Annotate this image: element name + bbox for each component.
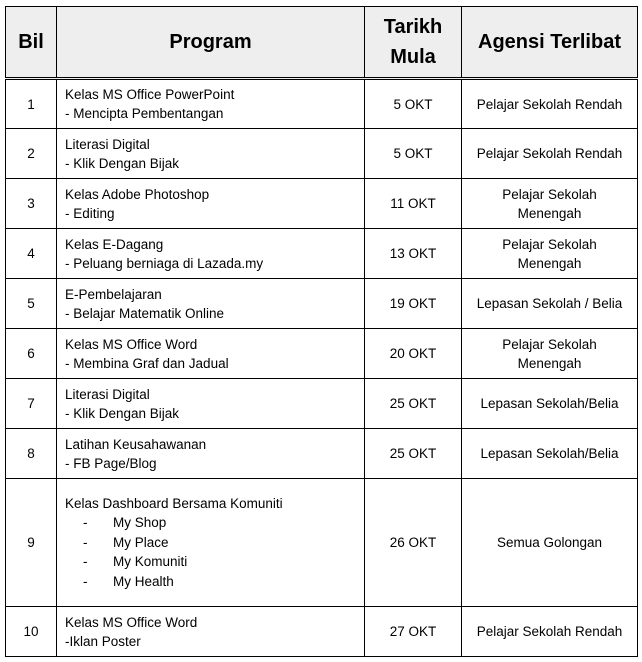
program-subtitle: - Mencipta Pembentangan [65, 106, 224, 121]
program-cell [57, 279, 365, 329]
table-row [6, 329, 638, 379]
program-title: Kelas MS Office Word [65, 614, 198, 630]
program-title: Kelas MS Office Word [65, 336, 198, 352]
start-date: 13 OKT [365, 229, 462, 279]
row-number: 2 [6, 129, 57, 179]
start-date: 5 OKT [365, 129, 462, 179]
header-tarikh-line1: Tarikh [383, 16, 443, 38]
header-tarikh-line2: Mula [390, 46, 436, 68]
row-number: 4 [6, 229, 57, 279]
table-row [6, 179, 638, 229]
row-number: 10 [6, 607, 57, 657]
row-number: 5 [6, 279, 57, 329]
program-title: Kelas MS Office PowerPoint [65, 87, 235, 102]
start-date: 25 OKT [365, 429, 462, 479]
start-date: 5 OKT [365, 79, 462, 129]
agency-line1: Pelajar Sekolah [502, 336, 597, 352]
start-date: 27 OKT [365, 607, 462, 657]
bullet-dash: - [83, 534, 88, 550]
row-number: 6 [6, 329, 57, 379]
agency-cell [462, 329, 638, 379]
list-item: - My Health [65, 572, 356, 592]
start-date: 26 OKT [365, 479, 462, 607]
agency-line1: Pelajar Sekolah Rendah [476, 624, 623, 639]
program-subtitle: - Klik Dengan Bijak [65, 405, 180, 421]
agency-line1: Pelajar Sekolah Rendah [476, 96, 623, 112]
program-schedule-table [5, 6, 638, 657]
agency-line1: Pelajar Sekolah [502, 186, 597, 202]
start-date: 25 OKT [365, 379, 462, 429]
start-date: 20 OKT [365, 329, 462, 379]
table-row [6, 129, 638, 179]
agency-cell [462, 229, 638, 279]
agency-line1: Lepasan Sekolah/Belia [480, 396, 619, 411]
program-cell [57, 429, 365, 479]
agency-line1: Lepasan Sekolah/Belia [480, 446, 619, 461]
agency-line1: Pelajar Sekolah [502, 236, 597, 252]
start-date: 11 OKT [365, 179, 462, 229]
program-subtitle: - FB Page/Blog [65, 455, 157, 471]
header-bil: Bil [6, 7, 57, 79]
agency-cell [462, 379, 638, 429]
agency-cell [462, 279, 638, 329]
program-cell [57, 179, 365, 229]
row-number: 9 [6, 479, 57, 607]
program-cell [57, 229, 365, 279]
program-cell [57, 329, 365, 379]
bullet-dash: - [83, 515, 88, 530]
row-number: 8 [6, 429, 57, 479]
program-subtitle: - Klik Dengan Bijak [65, 155, 180, 171]
bullet-dash: - [83, 573, 88, 589]
program-subtitle: - Editing [65, 205, 115, 221]
table-row [6, 607, 638, 657]
agency-cell [462, 479, 638, 607]
table-row [6, 79, 638, 129]
program-title: Kelas Dashboard Bersama Komuniti [65, 496, 283, 511]
agency-line1: Pelajar Sekolah Rendah [476, 146, 623, 161]
agency-cell [462, 607, 638, 657]
agency-line2: Menengah [517, 255, 582, 271]
program-title: Literasi Digital [65, 386, 150, 402]
program-bullet-list [65, 513, 356, 591]
start-date: 19 OKT [365, 279, 462, 329]
table-row [6, 429, 638, 479]
agency-line2: Menengah [517, 355, 582, 371]
agency-cell [462, 429, 638, 479]
agency-cell [462, 179, 638, 229]
agency-line2: Menengah [517, 205, 582, 221]
program-cell [57, 607, 365, 657]
program-subtitle: - Membina Graf dan Jadual [65, 355, 229, 371]
list-item: - My Place [65, 533, 356, 553]
list-item: - My Shop [65, 513, 356, 533]
row-number: 1 [6, 79, 57, 129]
agency-line1: Semua Golongan [496, 535, 603, 550]
agency-line1: Lepasan Sekolah / Belia [476, 296, 623, 311]
agency-cell [462, 129, 638, 179]
agency-cell [462, 79, 638, 129]
row-number: 7 [6, 379, 57, 429]
header-program: Program [57, 7, 365, 79]
program-title: Kelas E-Dagang [65, 236, 164, 252]
program-cell [57, 79, 365, 129]
program-subtitle: - Belajar Matematik Online [65, 305, 225, 321]
header-row [6, 7, 638, 79]
program-subtitle: - Peluang berniaga di Lazada.my [65, 255, 264, 271]
program-title: Latihan Keusahawanan [65, 436, 207, 452]
program-cell [57, 379, 365, 429]
header-agensi: Agensi Terlibat [462, 7, 638, 79]
bullet-dash: - [83, 554, 88, 569]
program-subtitle: -Iklan Poster [65, 633, 141, 649]
program-cell [57, 479, 365, 607]
table-row [6, 279, 638, 329]
table-row [6, 379, 638, 429]
header-tarikh-mula [365, 7, 462, 79]
table-row [6, 229, 638, 279]
list-item: - My Komuniti [65, 552, 356, 572]
program-title: Literasi Digital [65, 136, 150, 152]
program-cell [57, 129, 365, 179]
table-row [6, 479, 638, 607]
program-title: E-Pembelajaran [65, 286, 162, 302]
row-number: 3 [6, 179, 57, 229]
program-title: Kelas Adobe Photoshop [65, 186, 210, 202]
